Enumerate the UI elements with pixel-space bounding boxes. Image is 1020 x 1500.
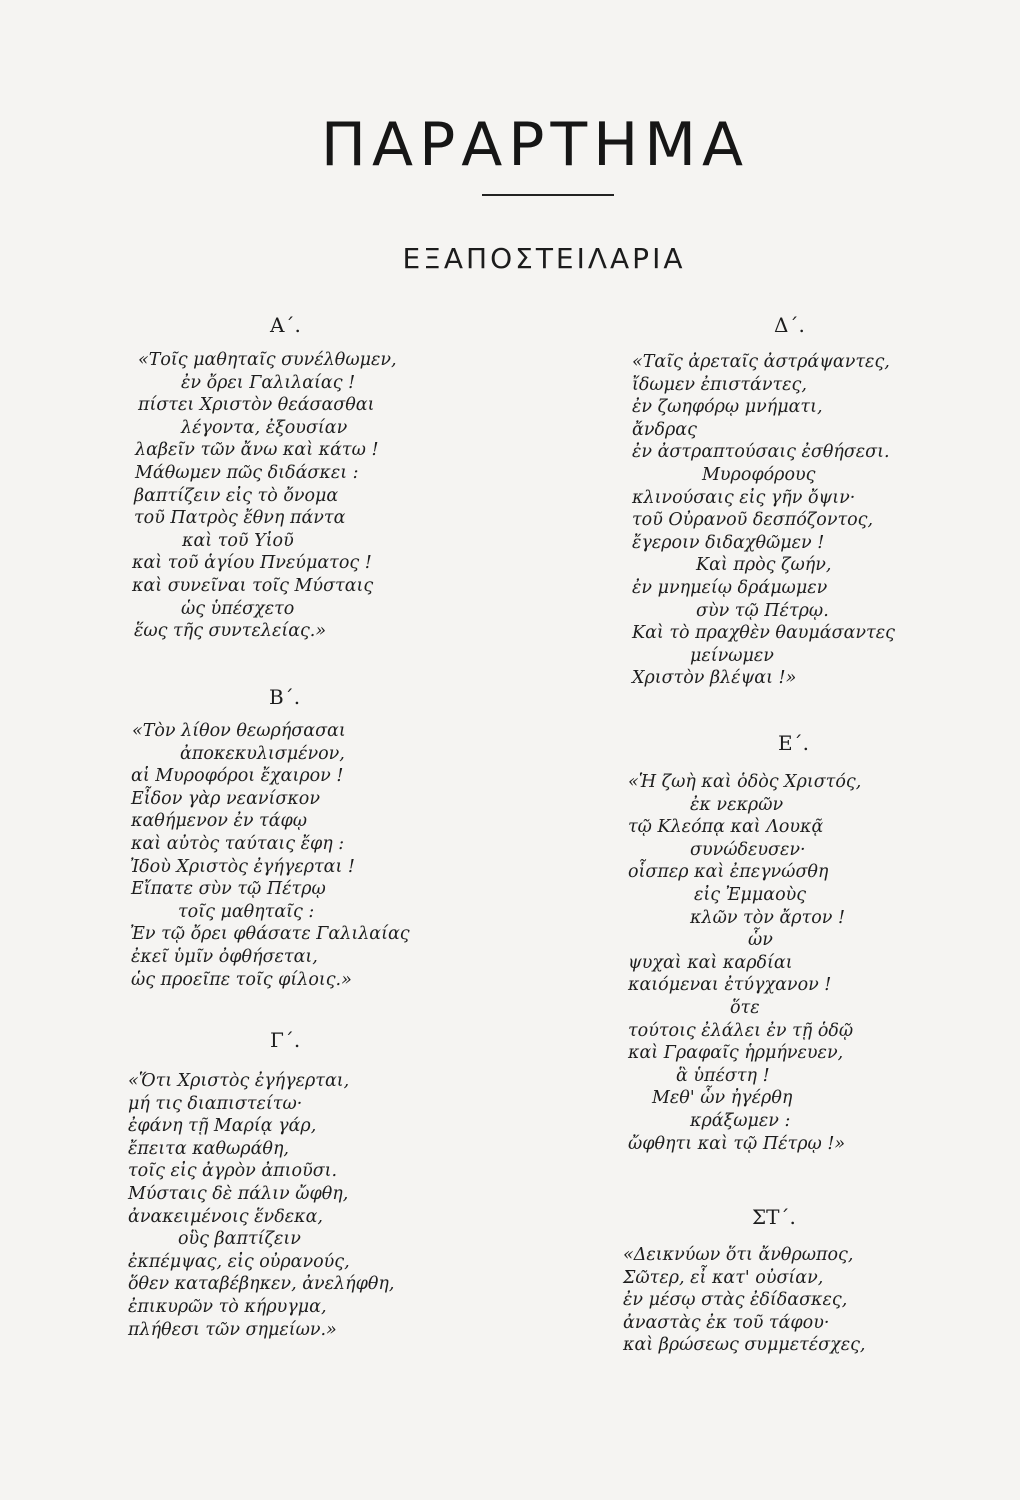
verse-line: τοῖς εἰς ἀγρὸν ἀπιοῦσι. xyxy=(128,1161,338,1182)
verse-line: καὶ τοῦ ἁγίου Πνεύματος ! xyxy=(132,553,372,574)
verse-line: βαπτίζειν εἰς τὸ ὄνομα xyxy=(134,485,339,506)
verse-line: μείνωμεν xyxy=(690,645,774,666)
verse-line: καὶ βρώσεως συμμετέσχες, xyxy=(623,1335,866,1356)
verse-line: κράξωμεν : xyxy=(690,1111,791,1131)
verse-line: τοῖς μαθηταῖς : xyxy=(178,901,315,922)
verse-line: Εἴπατε σὺν τῷ Πέτρῳ xyxy=(131,879,326,900)
verse-line: ἐκπέμψας, εἰς οὐρανούς, xyxy=(128,1251,350,1272)
verse-line: μή τις διαπιστείτω· xyxy=(128,1093,303,1114)
verse-line: «Ἡ ζωὴ καὶ ὁδὸς Χριστός, xyxy=(628,772,862,792)
verse-line: ἴδωμεν ἐπιστάντες, xyxy=(632,374,807,395)
verse-line: Χριστὸν βλέψαι !» xyxy=(632,668,797,689)
verse-line: ἀποκεκυλισμένον, xyxy=(180,743,345,764)
verse-line: σὺν τῷ Πέτρῳ. xyxy=(696,600,829,621)
verse-line: ὧν xyxy=(748,930,773,951)
verse-line: ἄνδρας xyxy=(632,419,697,440)
verse-line: ἐν μέσῳ στὰς ἐδίδασκες, xyxy=(623,1290,848,1311)
verse-line: οὓς βαπτίζειν xyxy=(178,1229,301,1250)
verse-line: ἐκ νεκρῶν xyxy=(690,794,784,815)
verse-line: πλήθεσι τῶν σημείων.» xyxy=(128,1319,337,1340)
verse-line: καὶ αὐτὸς ταύταις ἔφη : xyxy=(131,834,345,854)
verse-line: Ἰδοὺ Χριστὸς ἐγήγερται ! xyxy=(130,856,355,877)
verse-line: αἱ Μυροφόροι ἔχαιρον ! xyxy=(131,766,344,787)
verse-line: «Τὸν λίθον θεωρήσασαι xyxy=(132,721,346,741)
verse-line: ἐφάνη τῇ Μαρίᾳ γάρ, xyxy=(128,1116,317,1137)
verse-line: κλῶν τὸν ἄρτον ! xyxy=(690,907,846,928)
section-heading-e: Ε΄. xyxy=(778,731,809,755)
section-heading-f: ΣΤ΄. xyxy=(752,1205,796,1229)
verse-line: καιόμεναι ἐτύγχανον ! xyxy=(628,975,832,996)
section-heading-c: Γ΄. xyxy=(270,1028,301,1052)
verse-line: Εἶδον γὰρ νεανίσκον xyxy=(131,788,320,809)
section-heading-b: Β΄. xyxy=(269,685,301,709)
verse-line: «Τοῖς μαθηταῖς συνέλθωμεν, xyxy=(138,350,397,370)
verse-line: ἔγεροιν διδαχθῶμεν ! xyxy=(632,532,825,553)
page-title: ΠΑΡΑΡΤΗΜΑ xyxy=(320,110,750,180)
verse-line: τῷ Κλεόπᾳ καὶ Λουκᾷ xyxy=(628,817,824,838)
verse-line: καὶ τοῦ Υἱοῦ xyxy=(182,530,294,551)
verse-line: ὤφθητι καὶ τῷ Πέτρῳ !» xyxy=(628,1133,846,1154)
verse-line: Μεθ' ὧν ἠγέρθη xyxy=(652,1088,793,1109)
verse-line: πίστει Χριστὸν θεάσασθαι xyxy=(138,395,375,416)
verse-line: καὶ Γραφαῖς ἡρμήνευεν, xyxy=(628,1043,844,1064)
verse-line: ἀνακειμένοις ἕνδεκα, xyxy=(128,1206,323,1227)
verse-line: ἐν ζωηφόρῳ μνήματι, xyxy=(632,397,823,418)
verse-line: ἐκεῖ ὑμῖν ὀφθήσεται, xyxy=(131,947,318,967)
verse-line: ἔπειτα καθωράθη, xyxy=(128,1138,289,1159)
verse-line: ἐν ἀστραπτούσαις ἐσθήσεσι. xyxy=(632,442,890,463)
verse-line: λαβεῖν τῶν ἄνω καὶ κάτω ! xyxy=(135,440,379,461)
page-subtitle: ΕΞΑΠΟΣΤΕΙΛΑΡΙΑ xyxy=(402,242,686,275)
verse-line: ὅτε xyxy=(730,998,760,1018)
verse-line: Μυροφόρους xyxy=(702,465,816,485)
section-heading-d: Δ΄. xyxy=(774,313,805,337)
verse-line: Μύσταις δὲ πάλιν ὤφθη, xyxy=(128,1184,349,1204)
verse-line: ἀναστὰς ἐκ τοῦ τάφου· xyxy=(623,1312,830,1333)
verse-line: κλινούσαις εἰς γῆν ὄψιν· xyxy=(632,487,856,508)
verse-line: ὡς ὑπέσχετο xyxy=(181,598,295,619)
verse-line: συνώδευσεν· xyxy=(690,839,806,860)
verse-line: λέγοντα, ἐξουσίαν xyxy=(181,417,348,438)
verse-line: Καὶ τὸ πραχθὲν θαυμάσαντες xyxy=(632,623,895,644)
verse-line: «Δεικνύων ὅτι ἄνθρωπος, xyxy=(623,1245,854,1265)
verse-line: καὶ συνεῖναι τοῖς Μύσταις xyxy=(132,576,374,596)
verse-line: οἷσπερ καὶ ἐπεγνώσθη xyxy=(628,862,829,883)
verse-line: Ἐν τῷ ὄρει φθάσατε Γαλιλαίας xyxy=(130,924,410,945)
verse-line: Καὶ πρὸς ζωήν, xyxy=(696,555,832,576)
section-heading-a: Α΄. xyxy=(270,313,301,337)
verse-line: ὡς προεῖπε τοῖς φίλοις.» xyxy=(131,969,352,990)
verse-line: ἕως τῆς συντελείας.» xyxy=(134,621,327,642)
verse-line: Μάθωμεν πῶς διδάσκει : xyxy=(135,463,359,483)
verse-line: τοῦ Οὐρανοῦ δεσπόζοντος, xyxy=(632,510,874,531)
verse-line: «Ὅτι Χριστὸς ἐγήγερται, xyxy=(128,1071,350,1091)
verse-line: τοῦ Πατρὸς ἔθνη πάντα xyxy=(134,508,346,529)
verse-line: ἐν μνημείῳ δράμωμεν xyxy=(632,578,828,598)
verse-line: Σῶτερ, εἶ κατ' οὐσίαν, xyxy=(623,1267,824,1288)
verse-line: καθήμενον ἐν τάφῳ xyxy=(131,811,308,832)
verse-line: ὅθεν καταβέβηκεν, ἀνελήφθη, xyxy=(128,1274,395,1295)
title-rule xyxy=(482,194,614,196)
verse-line: ψυχαὶ καὶ καρδίαι xyxy=(628,952,793,973)
verse-line: τούτοις ἐλάλει ἐν τῇ ὁδῷ xyxy=(628,1020,854,1041)
verse-line: ἃ ὑπέστη ! xyxy=(676,1065,770,1086)
verse-line: εἰς Ἐμμαοὺς xyxy=(694,885,807,905)
verse-line: ἐν ὄρει Γαλιλαίας ! xyxy=(181,372,356,393)
verse-line: ἐπικυρῶν τὸ κήρυγμα, xyxy=(128,1297,327,1317)
verse-line: «Ταῖς ἀρεταῖς ἀστράψαντες, xyxy=(632,352,890,372)
